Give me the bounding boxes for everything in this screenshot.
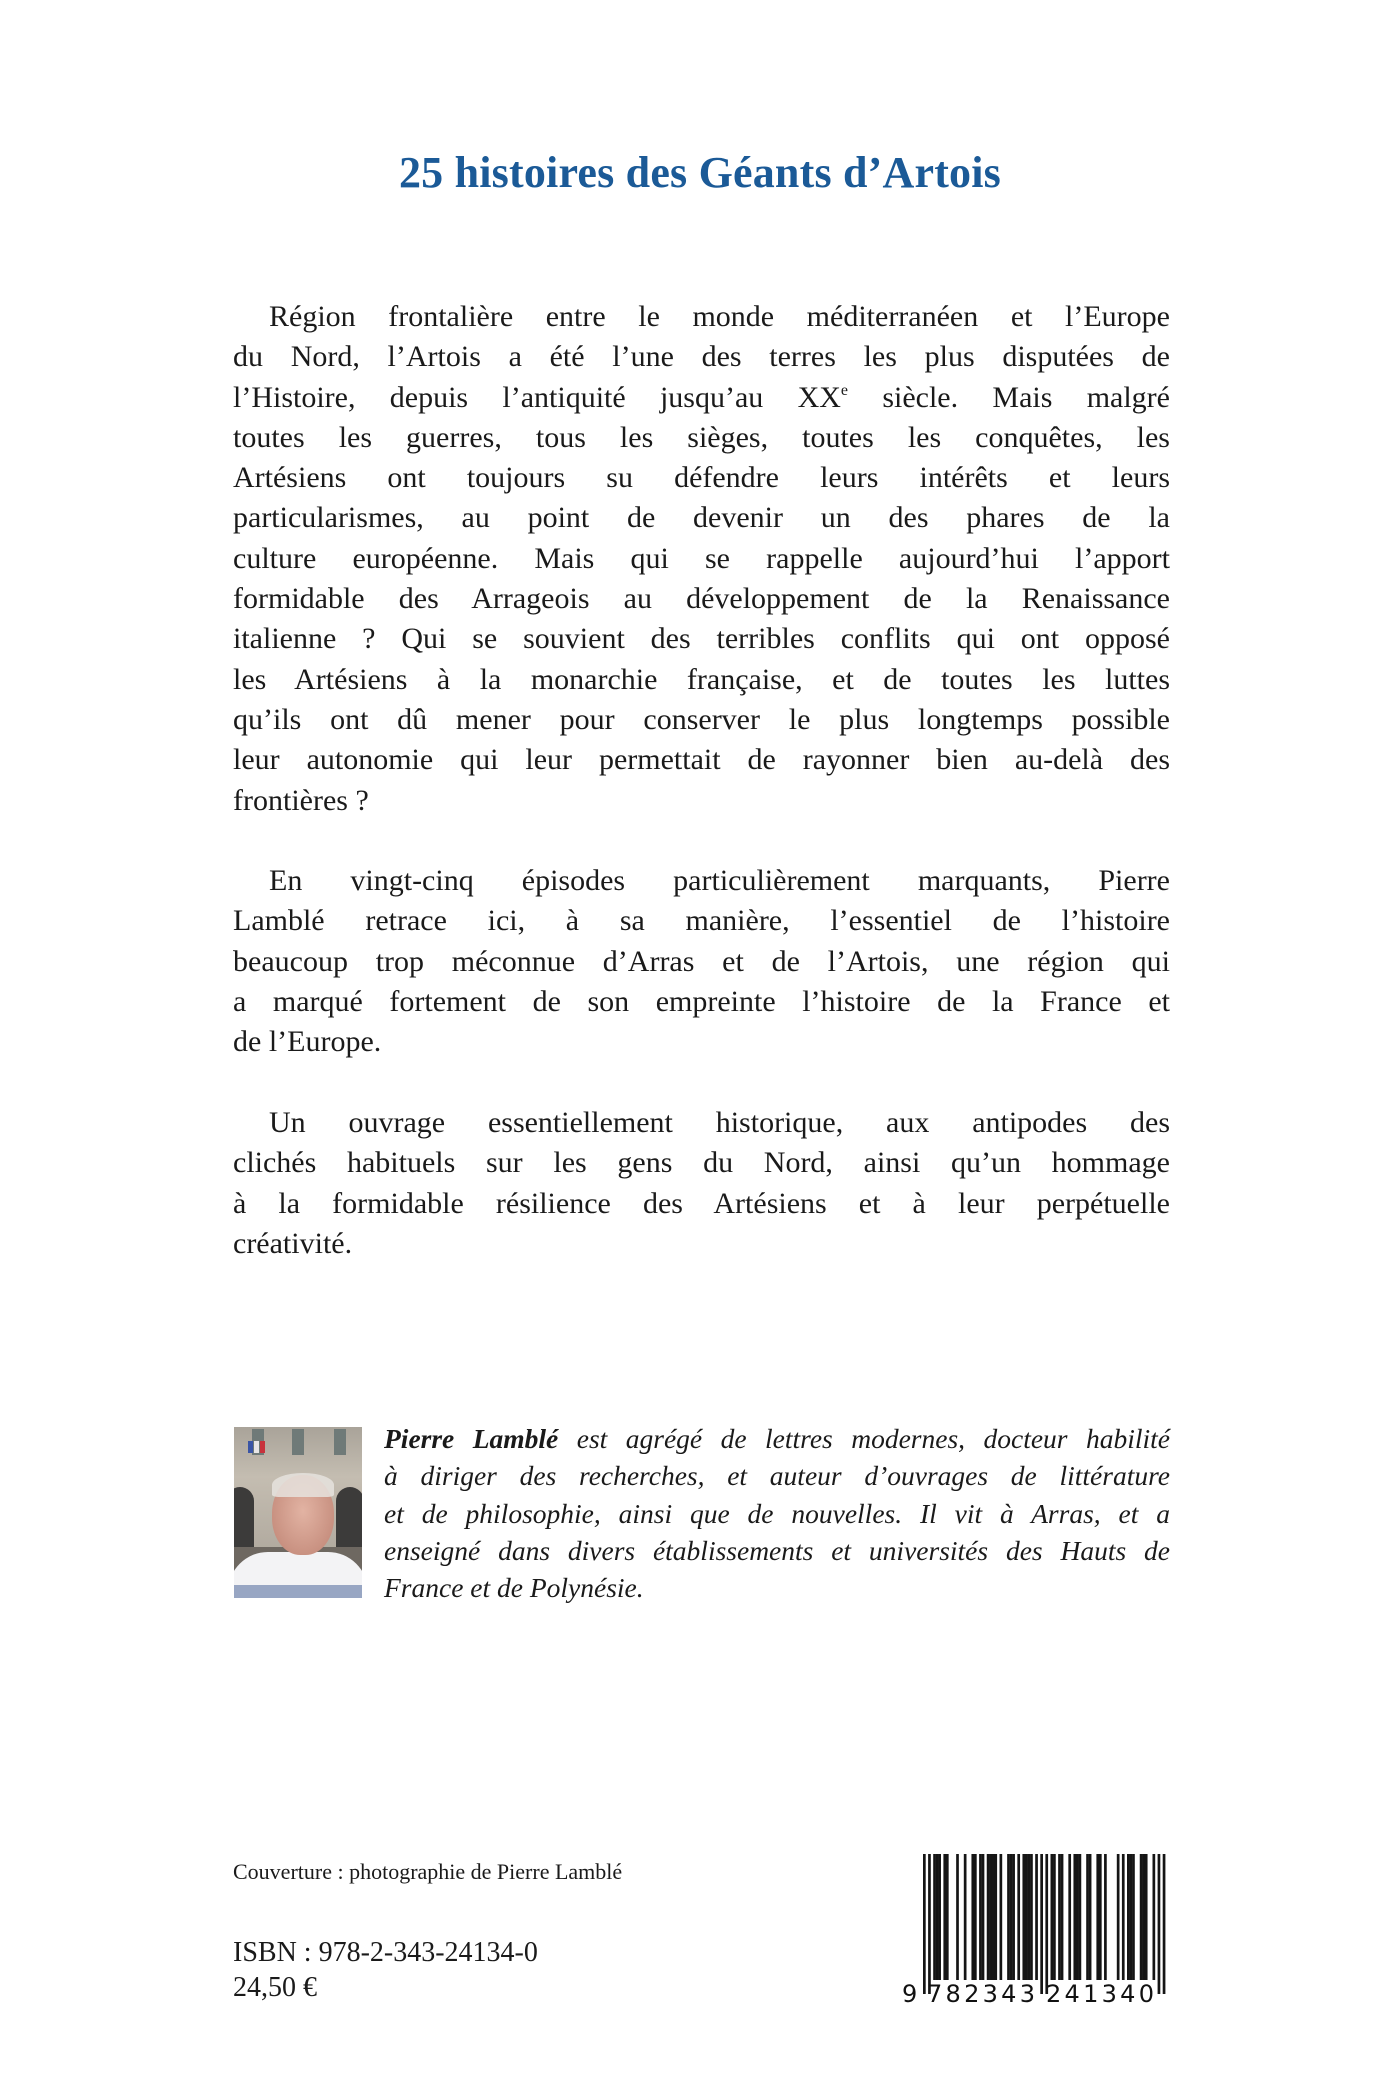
blurb-line: qu’ils ont dû mener pour conserver le plus longtemps possible <box>233 702 1170 736</box>
blurb-line: a marqué fortement de son empreinte l’histoire de la France et <box>233 985 1170 1019</box>
century-superscript: e <box>840 381 849 399</box>
blurb-line: particularismes, au point de devenir un des phares de la <box>233 501 1170 535</box>
blurb-line-text: l’Histoire, depuis l’antiquité jusqu’au XX <box>233 380 841 414</box>
back-cover-blurb <box>233 297 1170 1304</box>
blurb-line: du Nord, l’Artois a été l’une des terres les plus disputées de <box>233 340 1170 374</box>
barcode-first-digit: 9 <box>902 1980 918 2008</box>
blurb-line: beaucoup trop méconnue d’Arras et de l’Artois, une région qui <box>233 944 1170 978</box>
isbn-barcode <box>898 1852 1173 2012</box>
bio-line: et de philosophie, ainsi que de nouvelles. Il vit à Arras, et a <box>384 1497 1170 1529</box>
blurb-line: formidable des Arrageois au développement de la Renaissance <box>233 582 1170 616</box>
blurb-line: culture européenne. Mais qui se rappelle aujourd’hui l’apport <box>233 541 1170 575</box>
blurb-line: les Artésiens à la monarchie française, et de toutes les luttes <box>233 662 1170 696</box>
blurb-line: En vingt-cinq épisodes particulièrement marquants, Pierre <box>269 864 1170 898</box>
blurb-line: Un ouvrage essentiellement historique, aux antipodes des <box>269 1105 1170 1139</box>
blurb-line: clichés habituels sur les gens du Nord, ainsi qu’un hommage <box>233 1146 1170 1180</box>
book-title: 25 histoires des Géants d’Artois <box>398 148 1002 198</box>
author-name: Pierre Lamblé <box>384 1423 559 1454</box>
bio-line: enseigné dans divers établissements et universités des Hauts de <box>384 1534 1170 1566</box>
author-bio <box>384 1420 1170 1606</box>
blurb-line: de l’Europe. <box>233 1025 382 1059</box>
barcode-right-digits: 241340 <box>1046 1980 1154 2008</box>
blurb-line <box>233 378 1170 418</box>
blurb-line: italienne ? Qui se souvient des terribles conflits qui ont opposé <box>233 622 1170 656</box>
blurb-line: frontières ? <box>233 783 369 817</box>
blurb-line: toutes les guerres, tous les sièges, toutes les conquêtes, les <box>233 420 1170 454</box>
blurb-line: créativité. <box>233 1226 353 1260</box>
cover-credit: Couverture : photographie de Pierre Lamblé <box>233 1859 623 1884</box>
isbn: ISBN : 978-2-343-24134-0 <box>233 1937 538 1968</box>
blurb-line: à la formidable résilience des Artésiens et à leur perpétuelle <box>233 1186 1170 1220</box>
blurb-paragraph-3 <box>233 1103 1170 1264</box>
price: 24,50 € <box>233 1972 317 2003</box>
blurb-line: Lamblé retrace ici, à sa manière, l’essentiel de l’histoire <box>233 904 1170 938</box>
barcode-left-digits: 782343 <box>927 1980 1035 2008</box>
blurb-line: Artésiens ont toujours su défendre leurs intérêts et leurs <box>233 461 1170 495</box>
blurb-paragraph-2 <box>233 861 1170 1062</box>
author-photo <box>234 1427 362 1598</box>
blurb-line-text: siècle. Mais malgré <box>848 380 1170 414</box>
blurb-line: Région frontalière entre le monde méditerranéen et l’Europe <box>269 300 1170 333</box>
bio-line: Pierre Lamblé est agrégé de lettres modernes, docteur habilité <box>384 1423 1170 1454</box>
flag-icon <box>248 1441 253 1453</box>
blurb-paragraph-1 <box>233 297 1170 821</box>
barcode-bars <box>923 1854 1165 1994</box>
bio-line: à diriger des recherches, et auteur d’ouvrages de littérature <box>384 1460 1170 1492</box>
blurb-line: leur autonomie qui leur permettait de rayonner bien au-delà des <box>233 743 1170 777</box>
author-section <box>234 1423 1170 1604</box>
bio-line: France et de Polynésie. <box>384 1572 644 1604</box>
